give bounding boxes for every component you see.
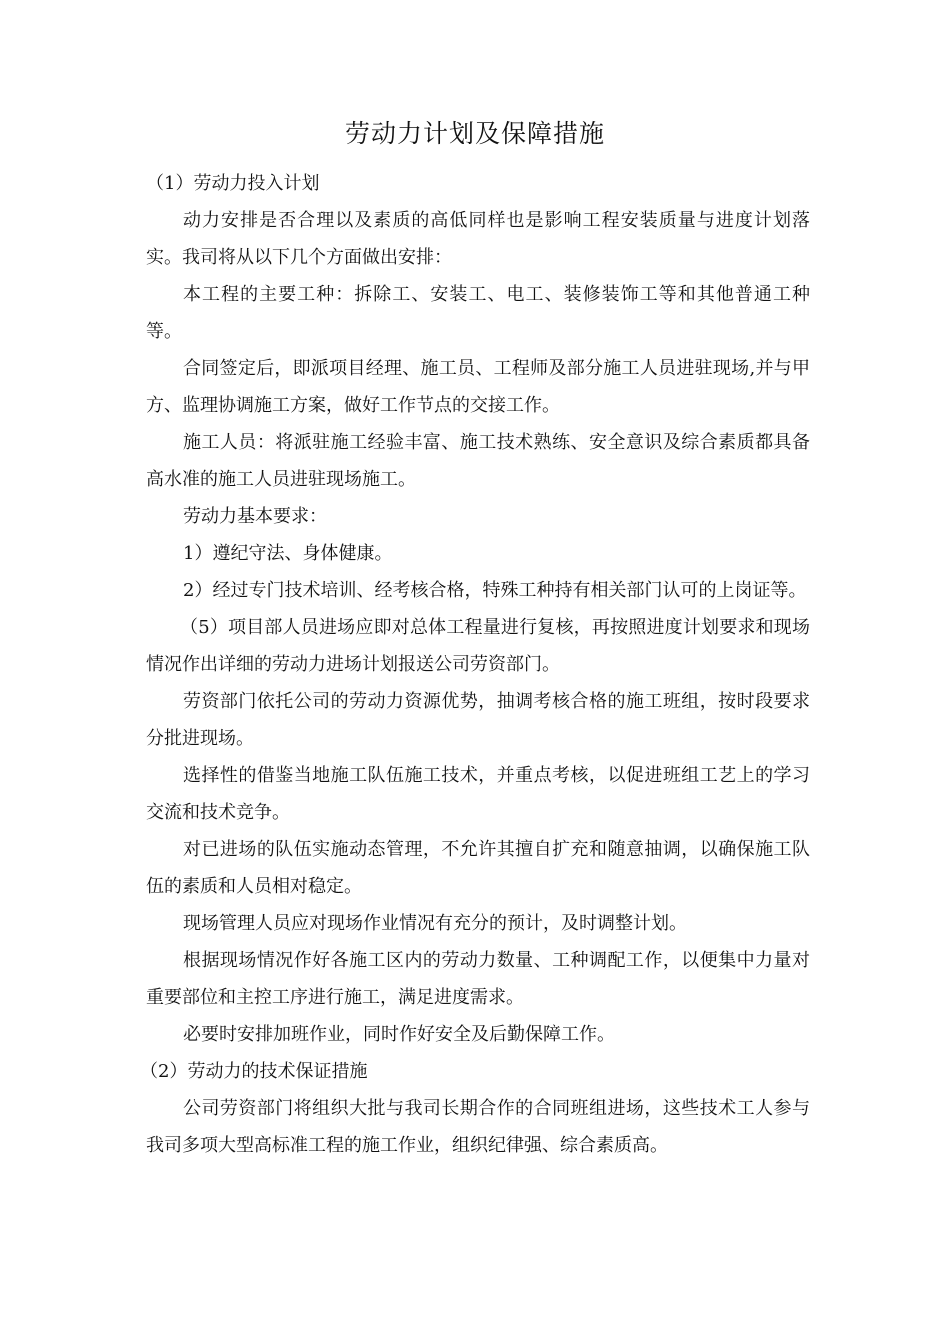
paragraph: 劳资部门依托公司的劳动力资源优势，抽调考核合格的施工班组，按时段要求分批进现场。 bbox=[146, 691, 810, 749]
paragraph: 动力安排是否合理以及素质的高低同样也是影响工程安装质量与进度计划落实。我司将从以下几个方面做出安排： bbox=[146, 210, 810, 268]
paragraph: 对已进场的队伍实施动态管理，不允许其擅自扩充和随意抽调，以确保施工队伍的素质和人员相对稳定。 bbox=[146, 839, 810, 897]
paragraph: 根据现场情况作好各施工区内的劳动力数量、工种调配工作，以便集中力量对重要部位和主控工序进行施工，满足进度需求。 bbox=[146, 950, 810, 1008]
paragraph: 施工人员：将派驻施工经验丰富、施工技术熟练、安全意识及综合素质都具备高水准的施工人员进驻现场施工。 bbox=[146, 432, 810, 490]
paragraph: 本工程的主要工种：拆除工、安装工、电工、装修装饰工等和其他普通工种等。 bbox=[146, 284, 810, 342]
section-heading-2: （2）劳动力的技术保证措施 bbox=[140, 1061, 368, 1082]
section-heading-1: （1）劳动力投入计划 bbox=[146, 173, 320, 194]
paragraph: 必要时安排加班作业，同时作好安全及后勤保障工作。 bbox=[183, 1024, 615, 1045]
paragraph: 合同签定后，即派项目经理、施工员、工程师及部分施工人员进驻现场,并与甲方、监理协调施工方案，做好工作节点的交接工作。 bbox=[146, 358, 810, 416]
document-body bbox=[140, 165, 810, 1164]
paragraph: 选择性的借鉴当地施工队伍施工技术，并重点考核，以促进班组工艺上的学习交流和技术竞争。 bbox=[146, 765, 810, 823]
paragraph: 1）遵纪守法、身体健康。 bbox=[183, 543, 393, 564]
paragraph: 劳动力基本要求： bbox=[183, 506, 327, 527]
paragraph: 公司劳资部门将组织大批与我司长期合作的合同班组进场，这些技术工人参与我司多项大型高标准工程的施工作业，组织纪律强、综合素质高。 bbox=[146, 1098, 810, 1156]
paragraph-item-5: （5）项目部人员进场应即对总体工程量进行复核，再按照进度计划要求和现场情况作出详细的劳动力进场计划报送公司劳资部门。 bbox=[146, 617, 810, 675]
paragraph: 2）经过专门技术培训、经考核合格，特殊工种持有相关部门认可的上岗证等。 bbox=[183, 580, 807, 601]
document-title: 劳动力计划及保障措施 bbox=[344, 119, 605, 148]
paragraph: 现场管理人员应对现场作业情况有充分的预计，及时调整计划。 bbox=[183, 913, 687, 934]
